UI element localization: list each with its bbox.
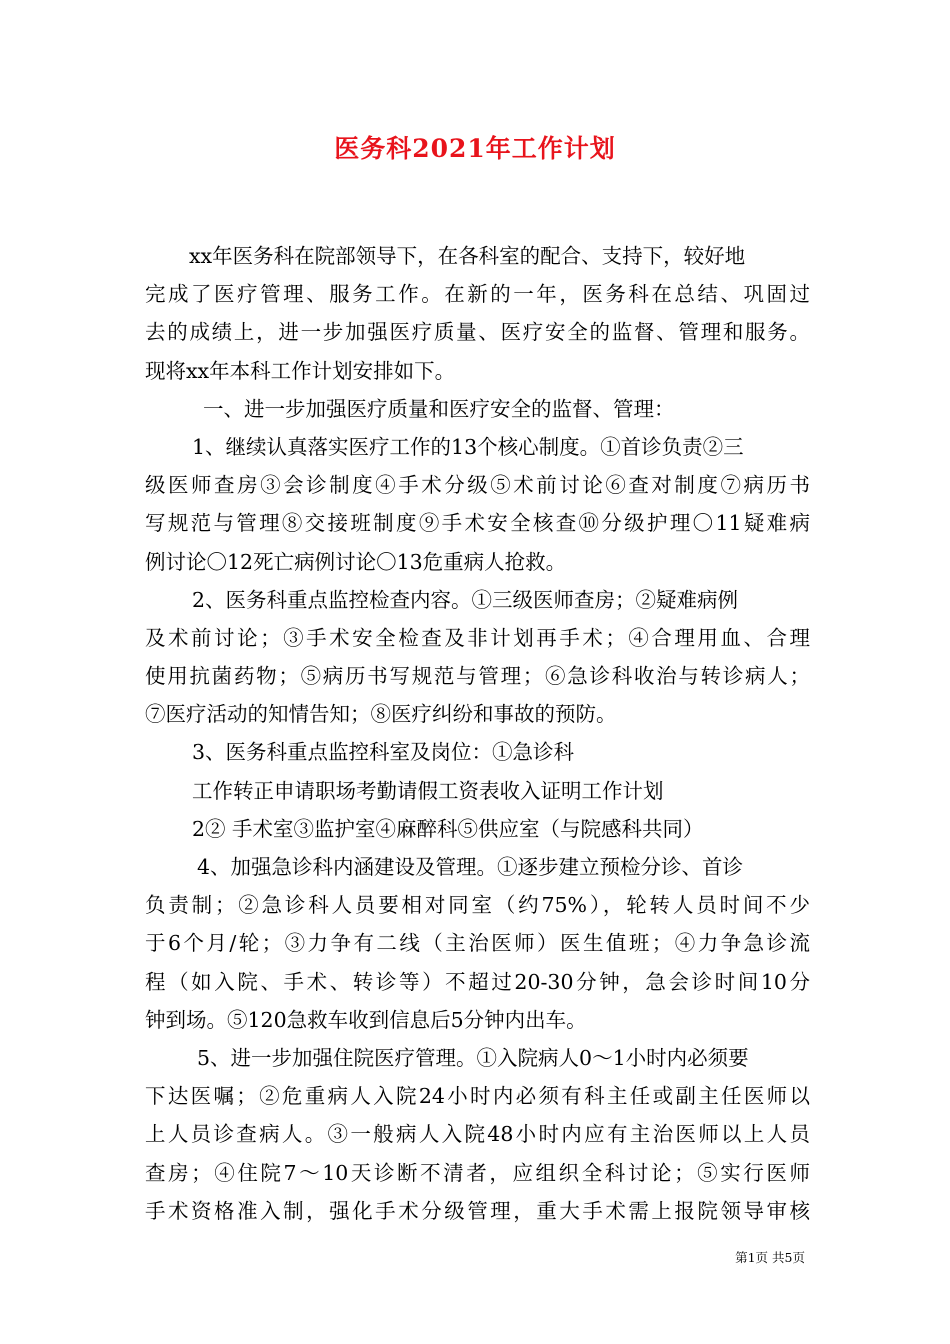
paragraph-line: 3、医务科重点监控科室及岗位：①急诊科 bbox=[192, 740, 575, 765]
paragraph-line: xx年医务科在院部领导下，在各科室的配合、支持下，较好地 bbox=[189, 244, 746, 268]
paragraph-line: 手术资格准入制，强化手术分级管理，重大手术需上报院领导审核 bbox=[145, 1198, 810, 1223]
page-number: 第1页 共5页 bbox=[735, 1250, 805, 1265]
paragraph-line: 级医师查房③会诊制度④手术分级⑤术前讨论⑥查对制度⑦病历书 bbox=[145, 473, 810, 498]
paragraph-line: 1、继续认真落实医疗工作的13个核心制度。①首诊负责②三 bbox=[192, 434, 744, 459]
inserted-links-line: 工作转正申请职场考勤请假工资表收入证明工作计划 bbox=[192, 778, 664, 803]
paragraph-line: 下达医嘱；②危重病人入院24小时内必须有科主任或副主任医师以 bbox=[145, 1084, 810, 1109]
paragraph-line: 4、加强急诊科内涵建设及管理。①逐步建立预检分诊、首诊 bbox=[197, 855, 744, 879]
paragraph-line: 钟到场。⑤120急救车收到信息后5分钟内出车。 bbox=[145, 1007, 587, 1032]
paragraph-line: 现将xx年本科工作计划安排如下。 bbox=[145, 358, 456, 383]
paragraph-line: 例讨论〇12死亡病例讨论〇13危重病人抢救。 bbox=[145, 549, 567, 574]
paragraph-line: 写规范与管理⑧交接班制度⑨手术安全核查⑩分级护理〇11疑难病 bbox=[145, 511, 810, 536]
paragraph-line: 负责制；②急诊科人员要相对同室（约75%），轮转人员时间不少 bbox=[145, 893, 810, 918]
paragraph-line: 2② 手术室③监护室④麻醉科⑤供应室（与院感科共同） bbox=[192, 816, 704, 841]
paragraph-line: 完成了医疗管理、服务工作。在新的一年，医务科在总结、巩固过 bbox=[145, 282, 810, 307]
paragraph-line: 上人员诊查病人。③一般病人入院48小时内应有主治医师以上人员 bbox=[145, 1122, 810, 1147]
paragraph-line: ⑦医疗活动的知情告知；⑧医疗纠纷和事故的预防。 bbox=[145, 702, 617, 727]
paragraph-line: 程（如入院、手术、转诊等）不超过20-30分钟，急会诊时间10分 bbox=[145, 969, 810, 994]
paragraph-line: 及术前讨论；③手术安全检查及非计划再手术；④合理用血、合理 bbox=[145, 625, 810, 650]
document-title: 医务科2021年工作计划 bbox=[334, 134, 616, 163]
paragraph-line: 5、进一步加强住院医疗管理。①入院病人0～1小时内必须要 bbox=[197, 1045, 749, 1070]
paragraph-line: 去的成绩上，进一步加强医疗质量、医疗安全的监督、管理和服务。 bbox=[145, 320, 810, 345]
paragraph-line: 2、医务科重点监控检查内容。①三级医师查房；②疑难病例 bbox=[192, 587, 739, 612]
paragraph-line: 于6个月/轮；③力争有二线（主治医师）医生值班；④力争急诊流 bbox=[145, 931, 810, 956]
document-body bbox=[145, 237, 810, 1230]
section-heading: 一、进一步加强医疗质量和医疗安全的监督、管理： bbox=[203, 396, 675, 421]
paragraph-line: 查房；④住院7～10天诊断不清者，应组织全科讨论；⑤实行医师 bbox=[145, 1160, 810, 1185]
paragraph-line: 使用抗菌药物；⑤病历书写规范与管理；⑥急诊科收治与转诊病人； bbox=[145, 664, 810, 689]
